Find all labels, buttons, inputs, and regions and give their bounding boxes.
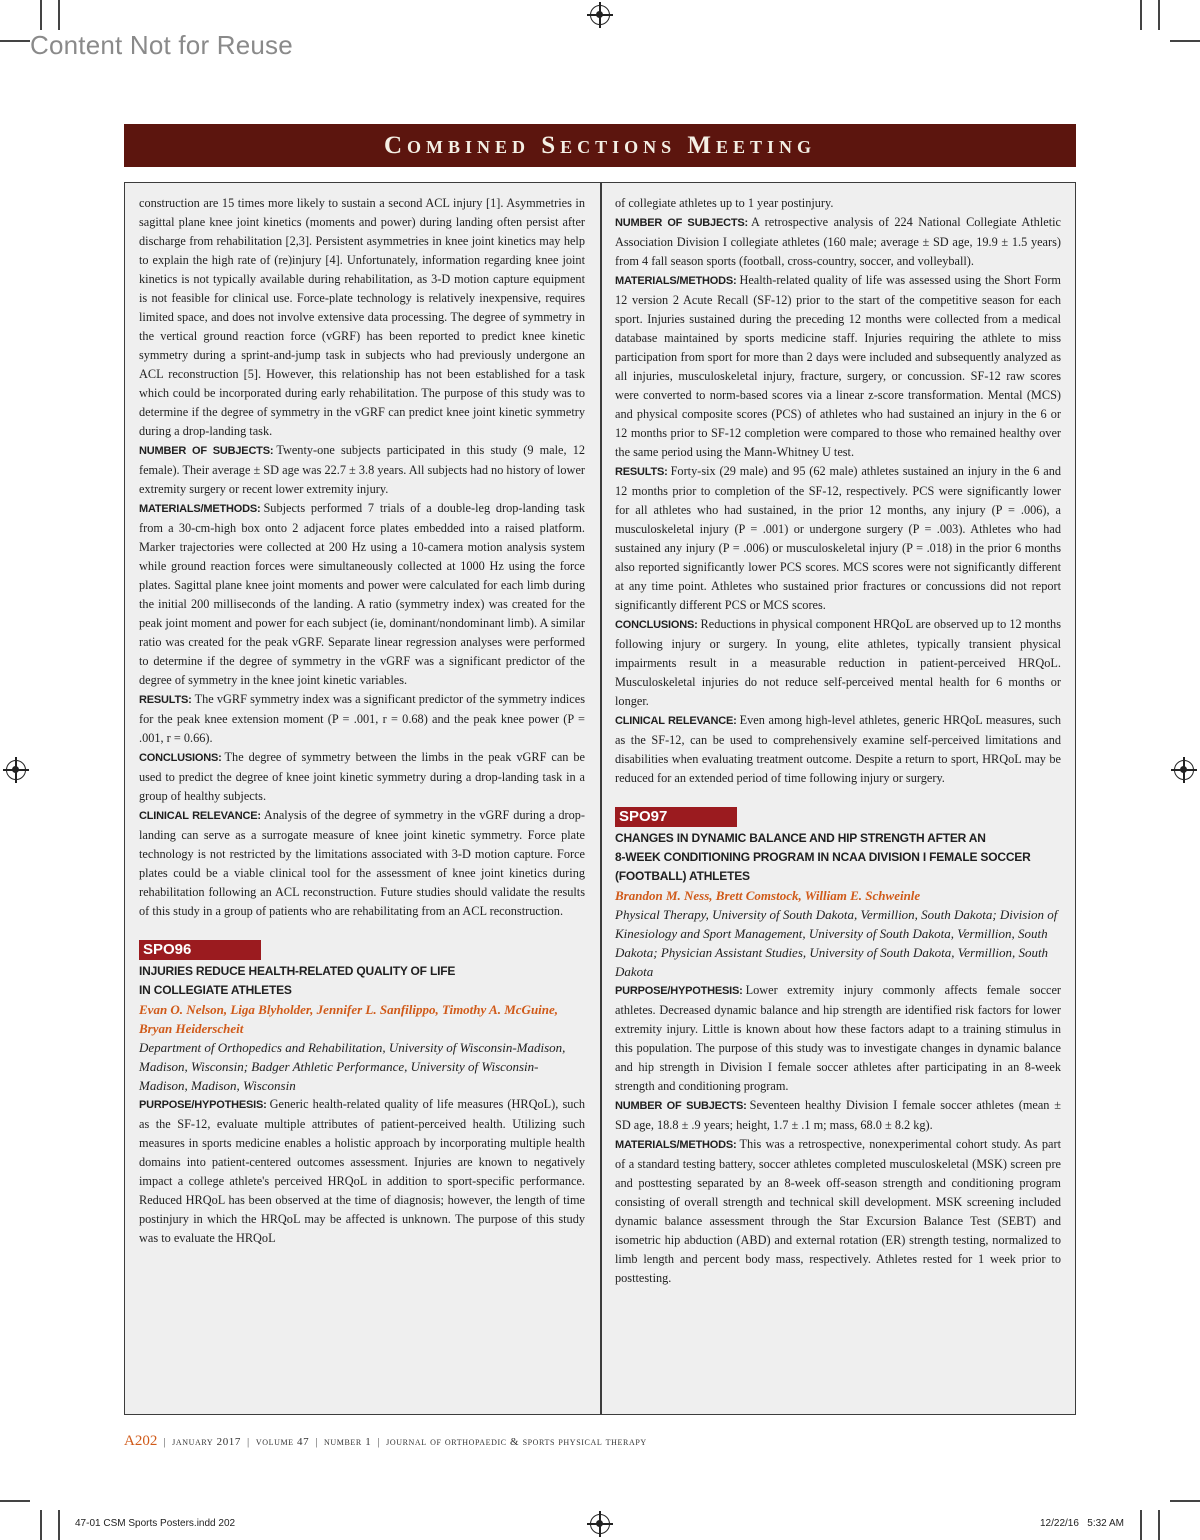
column-divider: [600, 182, 602, 1415]
crop-mark: [58, 0, 60, 30]
abstract-title-line: IN COLLEGIATE ATHLETES: [139, 983, 292, 997]
abstract-title-line: (FOOTBALL) ATHLETES: [615, 869, 750, 883]
section-text: Lower extremity injury commonly affects female soccer athletes. Decreased dynamic balance and hip strength are identified risk factors for lower extremity injury. Little is known about how these factors adapt to a training stimulus in this population. The purpose of this study was to investigate changes in dynamic balance and hip strength in Division I female soccer athletes after participating in an 8-week strength and conditioning program.: [615, 983, 1061, 1093]
footer-date: january 2017: [172, 1436, 242, 1448]
section-paragraph: [615, 615, 1061, 711]
crop-mark: [1170, 1500, 1200, 1502]
body-paragraph: construction are 15 times more likely to sustain a second ACL injury [1]. Asymmetries in sagittal plane knee joint kinetics (moments and power) during landing often persist after discharge from rehabilitation [2,3]. Persistent asymmetries in knee joint kinetics may help to explain the high rate of (re)injury [4]. Unfortunately, information regarding knee joint kinetics is not typically available during rehabilitation, as 3-D motion capture equipment is not feasible for clinical use. Force-plate technology is relatively inexpensive, requires limited space, and does not involve extensive data processing. The degree of symmetry in the vertical ground reaction force (vGRF) has been reported to predict knee kinetic symmetry during a sprint-and-jump task in subjects who had previously undergone an ACL reconstruction [5]. However, this relationship has not been established for a task which could be incorporated during early rehabilitation. The purpose of this study was to determine if the degree of symmetry in the vGRF can predict knee joint kinetic symmetry during a drop-landing task.: [139, 196, 585, 438]
banner-title: Combined Sections Meeting: [383, 131, 817, 159]
section-label: NUMBER OF SUBJECTS:: [615, 217, 748, 229]
page-number: A202: [124, 1433, 158, 1449]
crop-mark: [1140, 0, 1142, 30]
section-label: CONCLUSIONS:: [139, 752, 222, 764]
section-label: RESULTS:: [615, 466, 668, 478]
watermark: Content Not for Reuse: [30, 30, 293, 60]
section-paragraph: [139, 499, 585, 690]
crop-mark: [1170, 40, 1200, 42]
section-paragraph: [615, 1096, 1061, 1135]
section-label: CLINICAL RELEVANCE:: [615, 715, 737, 727]
abstract-authors: Brandon M. Ness, Brett Comstock, William E. Schweinle: [615, 888, 921, 903]
section-text: Twenty-one subjects participated in this study (9 male, 12 female). Their average ± SD age was 22.7 ± 3.8 years. All subjects had no history of lower extremity surgery or recent lower extremity injury.: [139, 443, 585, 496]
crop-mark: [1140, 1510, 1142, 1540]
footer-journal: journal of orthopaedic & sports physical therapy: [386, 1436, 647, 1448]
section-text: This was a retrospective, nonexperimental cohort study. As part of a standard testing battery, soccer athletes completed musculoskeletal (MSK) screen pre and posttesting separated by an 8-week off-season strength and conditioning program consisting of overall strength and technical skill development. MSK screening included dynamic balance assessment through the Star Excursion Balance Test (SEBT) and isometric hip abduction (ABD) and external rotation (ER) strength testing, normalized to limb length and percent body mass, respectively. Athletes rested for 1 week prior to posttesting.: [615, 1137, 1061, 1285]
section-paragraph: [139, 690, 585, 748]
section-text: Even among high-level athletes, generic HRQoL measures, such as the SF-12, can be used to comprehensively examine self-perceived limitations and disabilities when evaluating treatment outcome. Despite a return to sport, HRQoL may be reduced for an extended period of time following injury or surgery.: [615, 713, 1061, 785]
section-text: Generic health-related quality of life measures (HRQoL), such as the SF-12, evaluate multiple attributes of patient-perceived health. Utilizing such measures in sports medicine enables a holistic approach by incorporating multiple health domains into patient-centered outcomes assessment. Injuries are known to negatively impact a college athlete's perceived HRQoL in addition to sport-specific performance. Reduced HRQoL has been observed at the time of diagnosis; however, the length of time postinjury in which the HRQoL may be affected is unknown. The purpose of this study was to evaluate the HRQoL: [139, 1097, 585, 1245]
footer-number: number 1: [324, 1436, 372, 1448]
page-footer: A202 | january 2017 | volume 47 | number 1 | journal of orthopaedic & sports physical therapy: [124, 1433, 647, 1449]
abstract-affiliation: Physical Therapy, University of South Dakota, Vermillion, South Dakota; Division of Kinesiology and Sport Management, University of South Dakota, Vermillion, South Dakota; Physician Assistant Studies, University of South Dakota, Vermillion, South Dakota: [615, 907, 1058, 979]
registration-mark-icon: [1174, 760, 1194, 780]
section-paragraph: [615, 1135, 1061, 1288]
section-paragraph: [139, 1095, 585, 1248]
section-paragraph: [615, 271, 1061, 462]
slug-filename: 47-01 CSM Sports Posters.indd 202: [75, 1518, 236, 1529]
abstract-id-badge: SPO96: [139, 940, 261, 960]
section-paragraph: [615, 981, 1061, 1096]
crop-mark: [40, 1510, 42, 1540]
crop-mark: [0, 40, 30, 42]
section-text: Analysis of the degree of symmetry in the vGRF during a drop-landing can serve as a surrogate measure of knee joint kinetic symmetry. Force plate technology is not restricted by the limitations associated with 3-D motion capture. Force plates could be a viable clinical tool for the assessment of knee joint kinetics during rehabilitation following an ACL reconstruction. Future studies should validate the results of this study in a group of patients who are rehabilitating from an ACL reconstruction.: [139, 808, 586, 918]
section-text: Reductions in physical component HRQoL are observed up to 12 months following injury or surgery. In young, elite athletes, typically transient physical impairments result in a measurable reduction in patient-perceived HRQoL. Musculoskeletal injuries do not reduce self-perceived mental health for 6 months or longer.: [615, 617, 1061, 708]
section-paragraph: [139, 441, 585, 499]
section-paragraph: [139, 806, 585, 921]
section-text: The vGRF symmetry index was a significant predictor of the symmetry indices for the peak knee extension moment (P = .001, r = 0.68) and the peak knee power (P = .001, r = 0.66).: [139, 692, 585, 745]
registration-mark-icon: [6, 760, 26, 780]
slug-datetime: 12/22/16 5:32 AM: [1040, 1518, 1124, 1529]
section-text: Health-related quality of life was assessed using the Short Form 12 version 2 Acute Recall (SF-12) prior to the start of the competitive season for each sport. Injuries sustained during the preceding 12 months were collected from a medical database maintained by sports medicine staff. Injuries requiring the athlete to miss participation from sport for more than 2 days were included and subsequently analyzed as all injuries, musculoskeletal injury, fracture, surgery, or concussion. SF-12 raw scores were converted to norm-based scores via a linear z-score transformation. Mental (MCS) and physical composite scores (PCS) of athletes who had sustained an injury in the 6 or 12 months prior to SF-12 completion were compared to those who remained healthy over the same period using the Mann-Whitney U test.: [615, 273, 1061, 459]
section-text: A retrospective analysis of 224 National Collegiate Athletic Association Division I collegiate athletes (160 male; average ± SD age, 19.9 ± 1.5 years) from 4 fall season sports (football, cross-country, soccer, and volleyball).: [615, 215, 1061, 268]
section-text: The degree of symmetry between the limbs in the peak vGRF can be used to predict the degree of knee joint kinetic symmetry during a drop-landing task in a group of healthy subjects.: [139, 750, 585, 803]
section-label: MATERIALS/METHODS:: [615, 1139, 737, 1151]
section-paragraph: [615, 213, 1061, 271]
abstract-title: [139, 962, 585, 1000]
crop-mark: [0, 1500, 30, 1502]
section-paragraph: [139, 748, 585, 806]
crop-mark: [58, 1510, 60, 1540]
section-text: Seventeen healthy Division I female soccer athletes (mean ± SD age, 18.8 ± .9 years; height, 1.7 ± .1 m; mass, 68.0 ± 8.2 kg).: [615, 1098, 1061, 1132]
abstract-affiliation: Department of Orthopedics and Rehabilitation, University of Wisconsin-Madison, Madison, Wisconsin; Badger Athletic Performance, University of Wisconsin-Madison, Madison, Wisconsin: [139, 1040, 566, 1093]
abstract-title-line: 8-WEEK CONDITIONING PROGRAM IN NCAA DIVISION I FEMALE SOCCER: [615, 850, 1031, 864]
section-label: CONCLUSIONS:: [615, 619, 698, 631]
section-label: NUMBER OF SUBJECTS:: [615, 1100, 747, 1112]
section-text: Forty-six (29 male) and 95 (62 male) athletes sustained an injury in the 6 and 12 months prior to completion of the SF-12, respectively. PCS were significantly lower for all athletes who had sustained, in the prior 12 months, any injury (P = .006), a musculoskeletal injury (P = .001) or undergone surgery (P = .003). Athletes who had sustained any injury (P = .006) or musculoskeletal injury (P = .018) in the prior 6 months also reported significantly lower PCS scores. MCS scores were not significantly different at any time point. Athletes who sustained prior fractures or concussions did not report significantly different PCS or MCS scores.: [615, 464, 1061, 612]
section-label: NUMBER OF SUBJECTS:: [139, 445, 274, 457]
abstract-title-line: INJURIES REDUCE HEALTH-RELATED QUALITY OF LIFE: [139, 964, 456, 978]
section-label: MATERIALS/METHODS:: [139, 503, 261, 515]
section-label: PURPOSE/HYPOTHESIS:: [615, 985, 743, 997]
abstract-id-badge: SPO97: [615, 807, 737, 827]
footer-volume: volume 47: [255, 1436, 310, 1448]
abstract-title-line: CHANGES IN DYNAMIC BALANCE AND HIP STRENGTH AFTER AN: [615, 831, 986, 845]
section-paragraph: [615, 711, 1061, 788]
section-label: CLINICAL RELEVANCE:: [139, 810, 261, 822]
section-text: Subjects performed 7 trials of a double-leg drop-landing task from a 30-cm-high box onto 2 adjacent force plates embedded into a raised platform. Marker trajectories were collected at 200 Hz using a 10-camera motion analysis system while ground reaction forces were simultaneously collected at 1000 Hz using the force plates. Sagittal plane knee joint moments and power were calculated for each limb during the initial 200 milliseconds of the landing. A ratio (symmetry index) was created for the peak joint moment and power for each subject (ie, dominant/nondominant limb). A similar ratio was created for the peak vGRF. Separate linear regression analyses were performed to determine if the degree of symmetry in the vGRF was a significant predictor of the degree of symmetry in the knee joint kinetic variables.: [139, 501, 585, 687]
abstract-authors: Evan O. Nelson, Liga Blyholder, Jennifer L. Sanfilippo, Timothy A. McGuine, Bryan Heiderscheit: [139, 1002, 559, 1036]
section-label: PURPOSE/HYPOTHESIS:: [139, 1099, 267, 1111]
section-label: RESULTS:: [139, 694, 192, 706]
crop-mark: [1158, 1510, 1160, 1540]
left-column: [139, 194, 585, 1248]
abstract-title: [615, 829, 1061, 886]
registration-mark-icon: [590, 1514, 610, 1534]
section-paragraph: [615, 462, 1061, 615]
crop-mark: [1158, 0, 1160, 30]
body-paragraph: of collegiate athletes up to 1 year postinjury.: [615, 196, 834, 210]
header-banner: [124, 124, 1076, 167]
section-label: MATERIALS/METHODS:: [615, 275, 737, 287]
crop-mark: [40, 0, 42, 30]
right-column: [615, 194, 1061, 1288]
registration-mark-icon: [590, 5, 610, 25]
